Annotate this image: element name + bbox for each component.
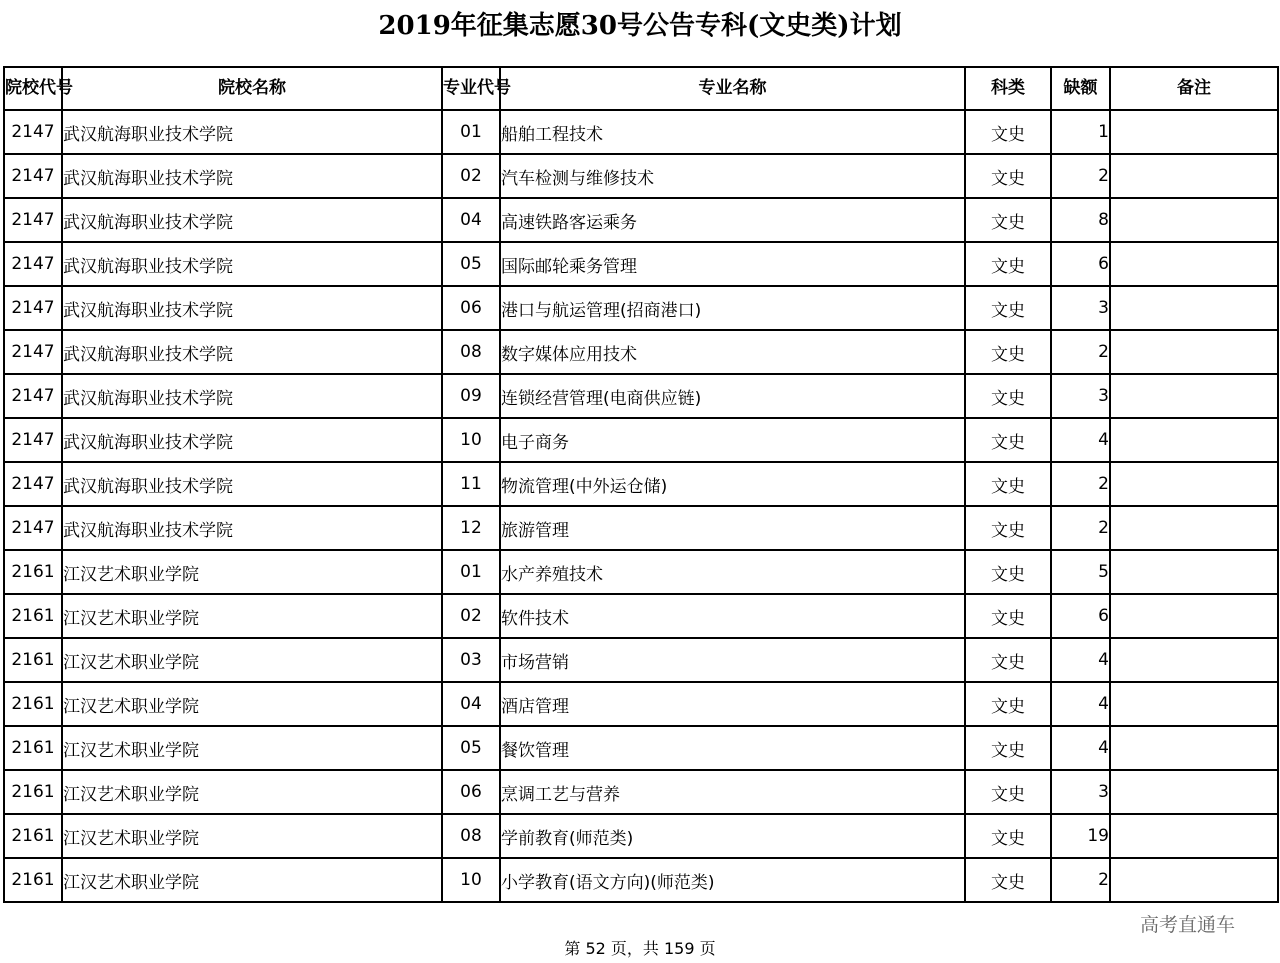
cell-category: 文史 <box>965 462 1051 506</box>
cell-quota: 4 <box>1051 682 1110 726</box>
cell-major-name: 物流管理(中外运仓储) <box>500 462 965 506</box>
cell-school-name: 武汉航海职业技术学院 <box>62 154 442 198</box>
cell-note <box>1110 682 1278 726</box>
cell-category: 文史 <box>965 638 1051 682</box>
cell-major-name: 学前教育(师范类) <box>500 814 965 858</box>
cell-category: 文史 <box>965 858 1051 902</box>
cell-note <box>1110 638 1278 682</box>
cell-school-code: 2147 <box>4 330 62 374</box>
cell-note <box>1110 814 1278 858</box>
cell-category: 文史 <box>965 374 1051 418</box>
cell-category: 文史 <box>965 286 1051 330</box>
cell-note <box>1110 374 1278 418</box>
table-row <box>4 374 1278 418</box>
cell-quota: 2 <box>1051 330 1110 374</box>
cell-note <box>1110 506 1278 550</box>
header-category: 科类 <box>965 67 1051 110</box>
table-row <box>4 770 1278 814</box>
cell-school-name: 武汉航海职业技术学院 <box>62 418 442 462</box>
cell-school-name: 江汉艺术职业学院 <box>62 770 442 814</box>
cell-quota: 6 <box>1051 242 1110 286</box>
cell-school-code: 2161 <box>4 638 62 682</box>
cell-note <box>1110 462 1278 506</box>
header-school-name: 院校名称 <box>62 67 442 110</box>
cell-category: 文史 <box>965 550 1051 594</box>
table-row <box>4 550 1278 594</box>
cell-school-code: 2161 <box>4 770 62 814</box>
cell-category: 文史 <box>965 110 1051 154</box>
cell-school-code: 2147 <box>4 374 62 418</box>
cell-major-name: 水产养殖技术 <box>500 550 965 594</box>
cell-major-code: 03 <box>442 638 500 682</box>
cell-major-name: 港口与航运管理(招商港口) <box>500 286 965 330</box>
cell-school-code: 2147 <box>4 198 62 242</box>
cell-school-name: 武汉航海职业技术学院 <box>62 330 442 374</box>
cell-quota: 2 <box>1051 858 1110 902</box>
cell-category: 文史 <box>965 814 1051 858</box>
cell-major-name: 烹调工艺与营养 <box>500 770 965 814</box>
cell-school-name: 武汉航海职业技术学院 <box>62 198 442 242</box>
cell-note <box>1110 858 1278 902</box>
cell-school-name: 江汉艺术职业学院 <box>62 638 442 682</box>
cell-note <box>1110 154 1278 198</box>
cell-major-name: 市场营销 <box>500 638 965 682</box>
cell-school-name: 武汉航海职业技术学院 <box>62 506 442 550</box>
cell-note <box>1110 726 1278 770</box>
cell-quota: 4 <box>1051 726 1110 770</box>
cell-school-code: 2161 <box>4 726 62 770</box>
cell-note <box>1110 110 1278 154</box>
cell-major-name: 软件技术 <box>500 594 965 638</box>
cell-major-name: 小学教育(语文方向)(师范类) <box>500 858 965 902</box>
cell-major-code: 04 <box>442 198 500 242</box>
cell-major-code: 05 <box>442 726 500 770</box>
cell-major-code: 08 <box>442 330 500 374</box>
cell-major-code: 11 <box>442 462 500 506</box>
cell-quota: 3 <box>1051 770 1110 814</box>
cell-category: 文史 <box>965 418 1051 462</box>
cell-note <box>1110 242 1278 286</box>
cell-category: 文史 <box>965 198 1051 242</box>
table-header-row <box>4 67 1278 110</box>
header-quota: 缺额 <box>1051 67 1110 110</box>
page-title: 2019年征集志愿30号公告专科(文史类)计划 <box>378 11 902 41</box>
cell-major-code: 01 <box>442 550 500 594</box>
cell-category: 文史 <box>965 726 1051 770</box>
cell-major-name: 高速铁路客运乘务 <box>500 198 965 242</box>
table-row <box>4 814 1278 858</box>
cell-category: 文史 <box>965 770 1051 814</box>
cell-school-code: 2161 <box>4 550 62 594</box>
cell-major-name: 电子商务 <box>500 418 965 462</box>
table-row <box>4 638 1278 682</box>
table-row <box>4 594 1278 638</box>
cell-quota: 2 <box>1051 506 1110 550</box>
cell-school-name: 江汉艺术职业学院 <box>62 814 442 858</box>
cell-school-code: 2161 <box>4 682 62 726</box>
cell-school-code: 2147 <box>4 154 62 198</box>
cell-school-name: 武汉航海职业技术学院 <box>62 462 442 506</box>
cell-major-name: 餐饮管理 <box>500 726 965 770</box>
table-row <box>4 286 1278 330</box>
cell-note <box>1110 286 1278 330</box>
cell-major-name: 国际邮轮乘务管理 <box>500 242 965 286</box>
cell-school-code: 2147 <box>4 242 62 286</box>
cell-major-name: 数字媒体应用技术 <box>500 330 965 374</box>
header-major-name: 专业名称 <box>500 67 965 110</box>
table-body <box>4 110 1278 902</box>
table-row <box>4 506 1278 550</box>
cell-major-code: 05 <box>442 242 500 286</box>
cell-major-code: 04 <box>442 682 500 726</box>
table-row <box>4 198 1278 242</box>
cell-quota: 4 <box>1051 638 1110 682</box>
cell-quota: 19 <box>1051 814 1110 858</box>
cell-school-name: 武汉航海职业技术学院 <box>62 286 442 330</box>
cell-school-code: 2147 <box>4 462 62 506</box>
page-footer: 第 52 页，共 159 页 <box>564 939 716 958</box>
cell-major-code: 06 <box>442 286 500 330</box>
cell-major-code: 02 <box>442 594 500 638</box>
cell-quota: 3 <box>1051 374 1110 418</box>
cell-major-name: 船舶工程技术 <box>500 110 965 154</box>
cell-quota: 8 <box>1051 198 1110 242</box>
cell-school-name: 江汉艺术职业学院 <box>62 726 442 770</box>
watermark: 高考直通车 <box>1140 914 1236 936</box>
cell-quota: 2 <box>1051 462 1110 506</box>
cell-major-code: 08 <box>442 814 500 858</box>
cell-note <box>1110 770 1278 814</box>
cell-major-code: 01 <box>442 110 500 154</box>
cell-quota: 2 <box>1051 154 1110 198</box>
table-row <box>4 330 1278 374</box>
cell-school-code: 2147 <box>4 110 62 154</box>
cell-school-name: 江汉艺术职业学院 <box>62 550 442 594</box>
cell-category: 文史 <box>965 682 1051 726</box>
cell-school-name: 江汉艺术职业学院 <box>62 594 442 638</box>
cell-major-name: 连锁经营管理(电商供应链) <box>500 374 965 418</box>
header-note: 备注 <box>1110 67 1278 110</box>
table-row <box>4 110 1278 154</box>
cell-note <box>1110 198 1278 242</box>
cell-note <box>1110 418 1278 462</box>
cell-quota: 4 <box>1051 418 1110 462</box>
cell-note <box>1110 594 1278 638</box>
table-row <box>4 726 1278 770</box>
header-major-code: 专业代号 <box>442 67 500 110</box>
cell-note <box>1110 550 1278 594</box>
cell-quota: 1 <box>1051 110 1110 154</box>
cell-school-code: 2161 <box>4 814 62 858</box>
cell-school-code: 2161 <box>4 858 62 902</box>
cell-major-code: 10 <box>442 858 500 902</box>
cell-school-code: 2147 <box>4 418 62 462</box>
cell-category: 文史 <box>965 594 1051 638</box>
cell-major-code: 10 <box>442 418 500 462</box>
cell-school-code: 2147 <box>4 506 62 550</box>
table-row <box>4 682 1278 726</box>
cell-category: 文史 <box>965 506 1051 550</box>
cell-school-code: 2147 <box>4 286 62 330</box>
cell-major-code: 12 <box>442 506 500 550</box>
cell-major-code: 02 <box>442 154 500 198</box>
table-row <box>4 418 1278 462</box>
cell-major-name: 旅游管理 <box>500 506 965 550</box>
cell-school-name: 江汉艺术职业学院 <box>62 682 442 726</box>
cell-school-code: 2161 <box>4 594 62 638</box>
cell-major-code: 09 <box>442 374 500 418</box>
cell-note <box>1110 330 1278 374</box>
cell-school-name: 江汉艺术职业学院 <box>62 858 442 902</box>
cell-school-name: 武汉航海职业技术学院 <box>62 110 442 154</box>
cell-category: 文史 <box>965 242 1051 286</box>
table-row <box>4 462 1278 506</box>
cell-major-code: 06 <box>442 770 500 814</box>
cell-category: 文史 <box>965 330 1051 374</box>
cell-school-name: 武汉航海职业技术学院 <box>62 242 442 286</box>
cell-major-name: 汽车检测与维修技术 <box>500 154 965 198</box>
cell-category: 文史 <box>965 154 1051 198</box>
header-school-code: 院校代号 <box>4 67 62 110</box>
enrollment-plan-table <box>3 66 1279 903</box>
table-row <box>4 242 1278 286</box>
table-row <box>4 154 1278 198</box>
table-row <box>4 858 1278 902</box>
cell-major-name: 酒店管理 <box>500 682 965 726</box>
cell-quota: 6 <box>1051 594 1110 638</box>
cell-quota: 5 <box>1051 550 1110 594</box>
cell-school-name: 武汉航海职业技术学院 <box>62 374 442 418</box>
cell-quota: 3 <box>1051 286 1110 330</box>
